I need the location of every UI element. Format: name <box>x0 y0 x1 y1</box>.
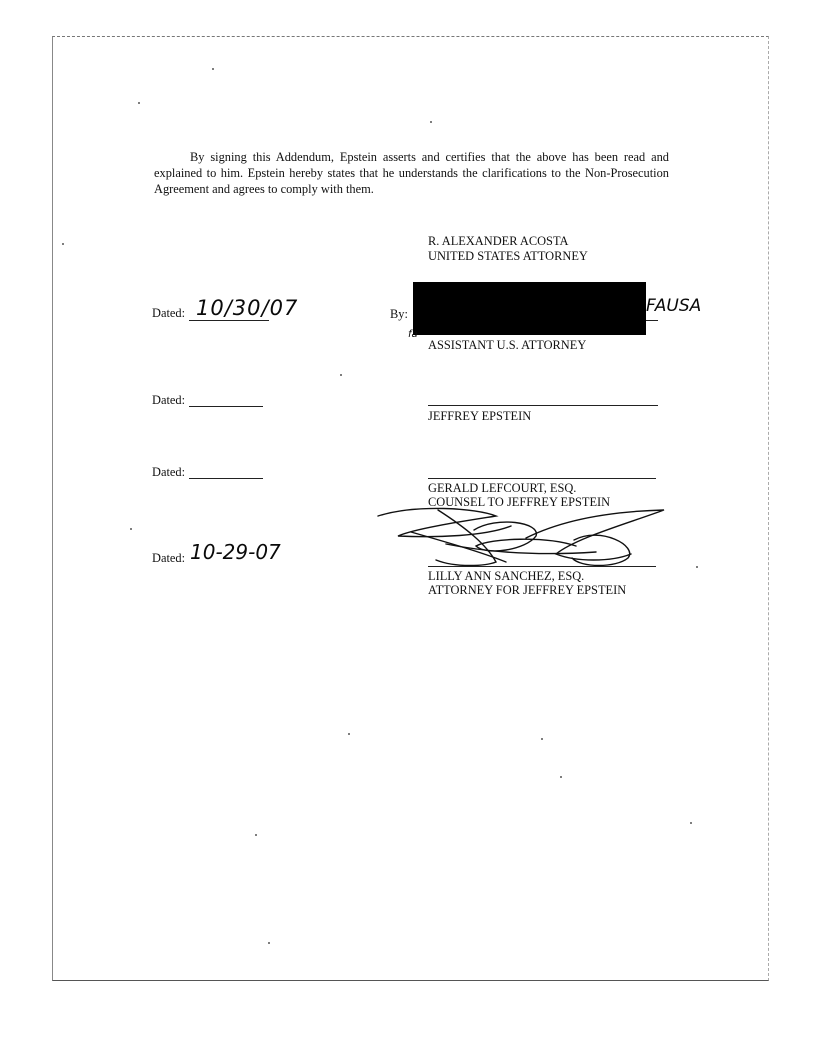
scan-speck <box>138 102 140 104</box>
scan-speck <box>560 776 562 778</box>
epstein-name: JEFFREY EPSTEIN <box>428 409 532 423</box>
scan-speck <box>348 733 350 735</box>
scan-speck <box>541 738 543 740</box>
ausa-handwritten-suffix: FAUSA <box>646 296 702 316</box>
scan-speck <box>130 528 132 530</box>
scan-speck <box>340 374 342 376</box>
scan-speck <box>430 121 432 123</box>
scan-speck <box>690 822 692 824</box>
sanchez-name: LILLY ANN SANCHEZ, ESQ. <box>428 569 585 583</box>
by-label: By: <box>390 307 408 321</box>
scan-speck <box>212 68 214 70</box>
ausa-handwritten-date: 10/30/07 <box>196 296 299 320</box>
epstein-signature-line <box>428 405 658 406</box>
ausa-dated-line <box>189 320 269 321</box>
lefcourt-name: GERALD LEFCOURT, ESQ. <box>428 481 577 495</box>
lefcourt-dated-label: Dated: <box>152 465 186 479</box>
lefcourt-signature-line <box>428 478 656 479</box>
lefcourt-title: COUNSEL TO JEFFREY EPSTEIN <box>428 495 611 509</box>
us-attorney-title: UNITED STATES ATTORNEY <box>428 249 588 263</box>
sanchez-handwritten-date: 10-29-07 <box>190 540 281 564</box>
sanchez-signature <box>376 502 666 577</box>
scan-speck <box>255 834 257 836</box>
us-attorney-name: R. ALEXANDER ACOSTA <box>428 234 569 248</box>
ausa-dated-label: Dated: <box>152 306 186 320</box>
epstein-dated-line <box>189 406 263 407</box>
sanchez-title: ATTORNEY FOR JEFFREY EPSTEIN <box>428 583 627 597</box>
sanchez-dated-label: Dated: <box>152 551 186 565</box>
lefcourt-dated-line <box>189 478 263 479</box>
ausa-initial-mark: fa <box>408 329 418 340</box>
scan-speck <box>696 566 698 568</box>
scan-speck <box>268 942 270 944</box>
redaction-box <box>413 282 646 335</box>
ausa-title: ASSISTANT U.S. ATTORNEY <box>428 338 587 352</box>
addendum-paragraph: By signing this Addendum, Epstein asserts and certifies that the above has been read and explained to him. Epstein hereby states that he understands the clarifications to the Non-Prosecution Agreement and agrees to comply with them. <box>154 150 669 196</box>
scan-speck <box>62 243 64 245</box>
epstein-dated-label: Dated: <box>152 393 186 407</box>
